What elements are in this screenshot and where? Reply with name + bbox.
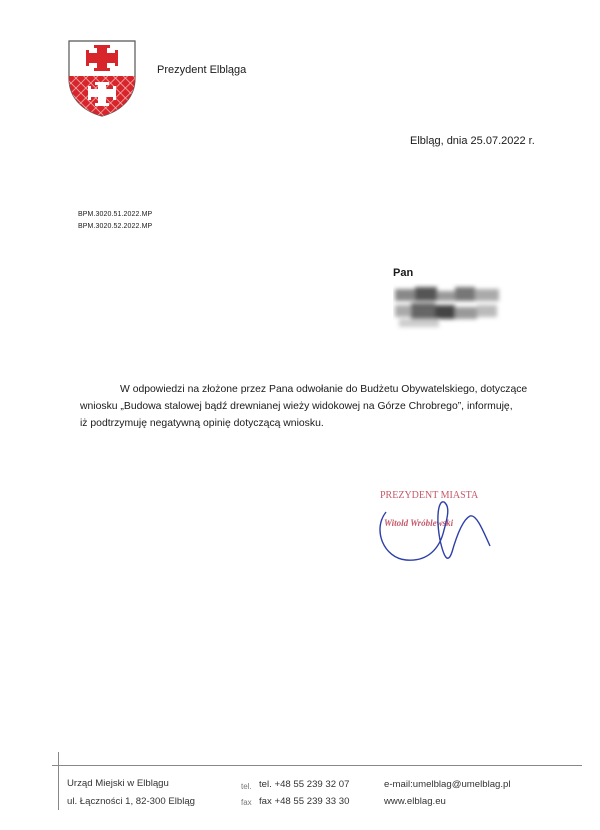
footer-fax-label: fax (241, 798, 252, 807)
header-title: Prezydent Elbląga (157, 64, 247, 76)
footer-tel-label: tel. (241, 782, 252, 791)
date-line: Elbląg, dnia 25.07.2022 r. (410, 135, 535, 147)
footer-email: e-mail:umelblag@umelblag.pl (384, 779, 511, 790)
redacted-addressee (393, 283, 513, 331)
letter-body (80, 381, 540, 432)
handwritten-signature (380, 502, 490, 560)
body-line: wniosku „Budowa stalowej bądź drewnianej wieży widokowej na Górze Chrobrego”, informuję, (80, 401, 513, 412)
stamp-title: PREZYDENT MIASTA (380, 490, 479, 501)
footer-divider-tick (58, 752, 59, 810)
footer-website: www.elblag.eu (384, 796, 446, 807)
stamp-name: Witold Wróblewski (384, 518, 454, 528)
footer-divider (52, 765, 582, 766)
footer-fax: fax +48 55 239 33 30 (259, 796, 350, 807)
footer-office: Urząd Miejski w Elblągu (67, 778, 169, 789)
body-line: W odpowiedzi na złożone przez Pana odwołanie do Budżetu Obywatelskiego, dotyczące (120, 384, 528, 395)
signature-stamp (378, 478, 498, 568)
addressee-label: Pan (393, 267, 414, 279)
footer-phone: tel. +48 55 239 32 07 (259, 779, 350, 790)
body-line: iż podtrzymuję negatywną opinię dotyczącą wniosku. (80, 418, 324, 429)
city-crest-logo (66, 38, 138, 118)
reference-number: BPM.3020.52.2022.MP (78, 223, 153, 230)
reference-number: BPM.3020.51.2022.MP (78, 211, 153, 218)
footer-street: ul. Łączności 1, 82-300 Elbląg (67, 796, 195, 807)
